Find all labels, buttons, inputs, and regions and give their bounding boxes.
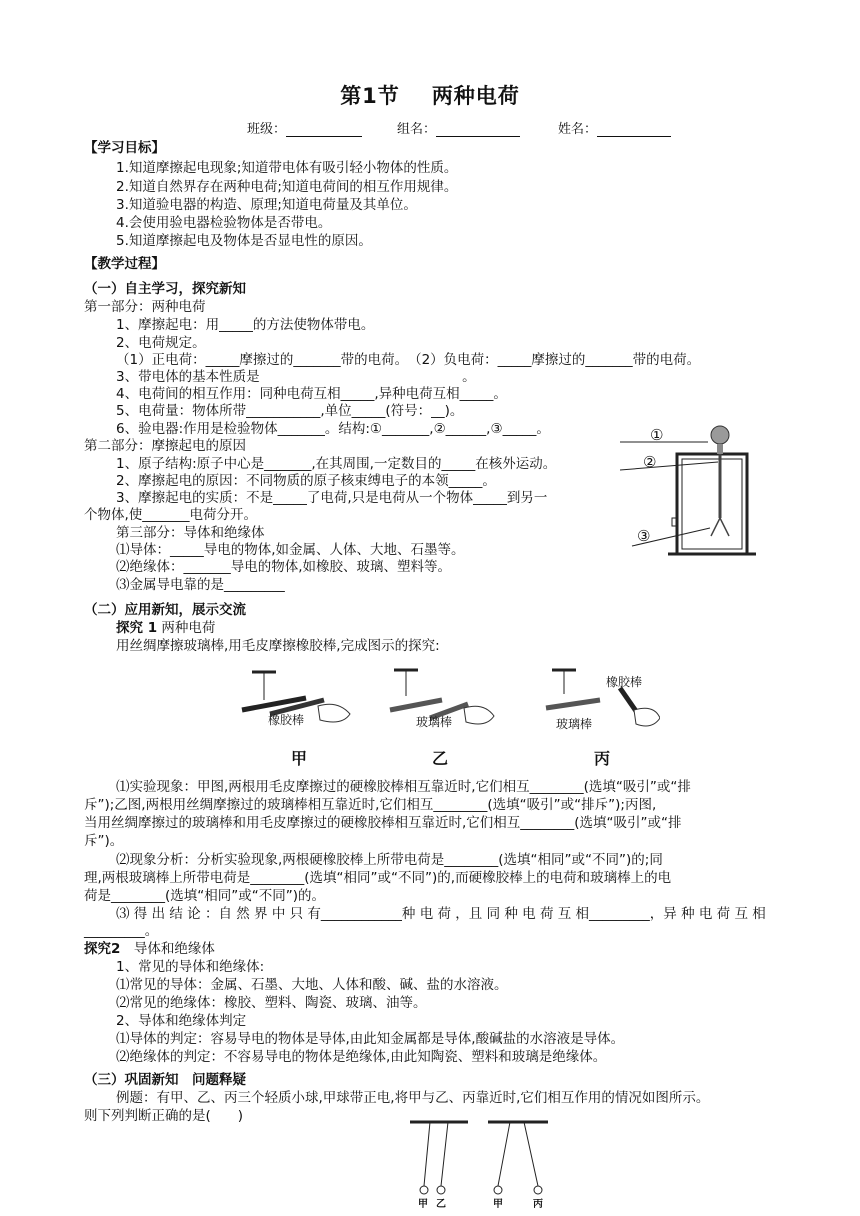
text-line: _________。 (84, 923, 159, 939)
text-line: ⑶ 得 出 结 论 ：自 然 界 中 只 有____________种 电 荷 ，且 同 种 电 荷 互 相_________，异 种 电 荷 互 相 (116, 906, 766, 922)
electroscope-label-3: ③ (637, 527, 651, 545)
text-line: 2、导体和绝缘体判定 (116, 1013, 247, 1029)
text-line: 则下列判断正确的是( ) (84, 1108, 244, 1124)
text-line: 理,两根玻璃棒上所带电荷是________(选填“相同”或“不同”)的,而硬橡胶棒上的电荷和玻璃棒上的电 (84, 870, 672, 886)
section-heading: （二）应用新知，展示交流 (84, 602, 246, 618)
text-line: 斥”);乙图,两根用丝绸摩擦过的玻璃棒相互靠近时,它们相互________(选填“吸引”或“排斥”);丙图, (84, 797, 657, 813)
page-title (0, 80, 860, 110)
text-line: 荷是________(选填“相同”或“不同”)的。 (84, 888, 326, 904)
name-blank[interactable] (597, 123, 671, 137)
process-heading: 【教学过程】 (84, 256, 165, 272)
section-number: 第1节 (340, 84, 400, 108)
text-line: 4、电荷间的相互作用：同种电荷互相_____,异种电荷互相_____。 (116, 386, 507, 402)
objective-item: 2.知道自然界存在两种电荷;知道电荷间的相互作用规律。 (116, 179, 458, 195)
text-line: 2、摩擦起电的原因：不同物质的原子核束缚电子的本领_____。 (116, 473, 496, 489)
ball-label: 甲 (418, 1199, 428, 1210)
text-line: 当用丝绸摩擦过的玻璃棒和用毛皮摩擦过的硬橡胶棒相互靠近时,它们相互________(选填“吸引”或“排 (84, 815, 682, 831)
ball-label: 丙 (533, 1199, 543, 1210)
figure-caption-bing: 丙 (594, 749, 611, 768)
text-line: 1、原子结构:原子中心是_______,在其周围,一定数目的_____在核外运动。 (116, 456, 557, 472)
objective-item: 3.知道验电器的构造、原理;知道电荷量及其单位。 (116, 197, 417, 213)
objective-item: 5.知道摩擦起电及物体是否显电性的原因。 (116, 233, 372, 249)
text-line: ⑵绝缘体的判定：不容易导电的物体是绝缘体,由此知陶瓷、塑料和玻璃是绝缘体。 (116, 1049, 607, 1065)
text-line: 斥”)。 (84, 833, 124, 849)
objective-item: 4.会使用验电器检验物体是否带电。 (116, 215, 332, 231)
section-heading: （一）自主学习，探究新知 (84, 281, 246, 297)
rod-label: 玻璃棒 (416, 715, 453, 729)
text-line: ⑶金属导电靠的是_________ (116, 577, 285, 593)
class-blank[interactable] (286, 123, 362, 137)
text-line: ⑴实验现象：甲图,两根用毛皮摩擦过的硬橡胶棒相互靠近时,它们相互________(选填“吸引”或“排 (116, 779, 691, 795)
objectives-heading: 【学习目标】 (84, 140, 165, 156)
text-line: ⑴导体：_____导电的物体,如金属、人体、大地、石墨等。 (116, 542, 465, 558)
part-heading: 第三部分：导体和绝缘体 (116, 525, 265, 541)
objective-item: 1.知道摩擦起电现象;知道带电体有吸引轻小物体的性质。 (116, 160, 458, 176)
text-line: 个物体,使_______电荷分开。 (84, 507, 258, 523)
text-line: 2、电荷规定。 (116, 335, 206, 351)
text-line: 1、摩擦起电：用_____的方法使物体带电。 (116, 317, 375, 333)
electroscope-label-2: ② (643, 453, 657, 471)
group-blank[interactable] (436, 123, 520, 137)
part-heading: 第二部分：摩擦起电的原因 (84, 438, 246, 454)
electroscope-label-1: ① (650, 426, 664, 444)
text-line: 用丝绸摩擦玻璃棒,用毛皮摩擦橡胶棒,完成图示的探究: (116, 638, 440, 654)
text-line: （1）正电荷：_____摩擦过的_______带的电荷。 （2）负电荷：_____摩擦过的_______带的电荷。 (116, 352, 701, 368)
section-heading: （三）巩固新知 问题释疑 (84, 1072, 246, 1088)
text-line: 3、带电体的基本性质是 。 (116, 369, 476, 385)
text-line: ⑵绝缘体：_______导电的物体,如橡胶、玻璃、塑料等。 (116, 559, 452, 575)
rod-label: 玻璃棒 (556, 717, 593, 731)
text-line: 例题：有甲、乙、丙三个轻质小球,甲球带正电,将甲与乙、丙靠近时,它们相互作用的情况如图所示。 (116, 1090, 710, 1106)
text-line: 1、常见的导体和绝缘体: (116, 959, 265, 975)
text-line: ⑵常见的绝缘体：橡胶、塑料、陶瓷、玻璃、油等。 (116, 995, 427, 1011)
figure-caption-yi: 乙 (432, 749, 449, 768)
text-line: 6、验电器:作用是检验物体_______。结构:①_______,②______,③_____。 (116, 421, 550, 437)
hanging-balls-diagram (400, 1114, 560, 1202)
text-line: 5、电荷量：物体所带___________,单位_____(符号：__)。 (116, 403, 464, 419)
text-line: 3、摩擦起电的实质：不是_____了电荷,只是电荷从一个物体_____到另一 (116, 490, 548, 506)
figure-caption-jia: 甲 (291, 749, 308, 768)
rod-label: 橡胶棒 (268, 713, 305, 727)
rod-label: 橡胶棒 (606, 675, 643, 689)
text-line: ⑴常见的导体：金属、石墨、大地、人体和酸、碱、盐的水溶液。 (116, 977, 508, 993)
exploration-2-title: 探究2 导体和绝缘体 (84, 941, 215, 957)
part-heading: 第一部分：两种电荷 (84, 299, 206, 315)
text-line: ⑵现象分析：分析实验现象,两根硬橡胶棒上所带电荷是________(选填“相同”或“不同”)的;同 (116, 852, 663, 868)
group-field: 组名： (397, 118, 520, 137)
section-title: 两种电荷 (431, 84, 520, 108)
electroscope-diagram (620, 418, 770, 568)
class-field: 班级： (247, 118, 362, 137)
text-line: ⑴导体的判定：容易导电的物体是导体,由此知金属都是导体,酸碱盐的水溶液是导体。 (116, 1031, 625, 1047)
exploration-1-title: 探究 1 两种电荷 (116, 620, 216, 636)
ball-label: 甲 (493, 1199, 503, 1210)
name-field: 姓名： (558, 118, 671, 137)
ball-label: 乙 (436, 1199, 446, 1210)
